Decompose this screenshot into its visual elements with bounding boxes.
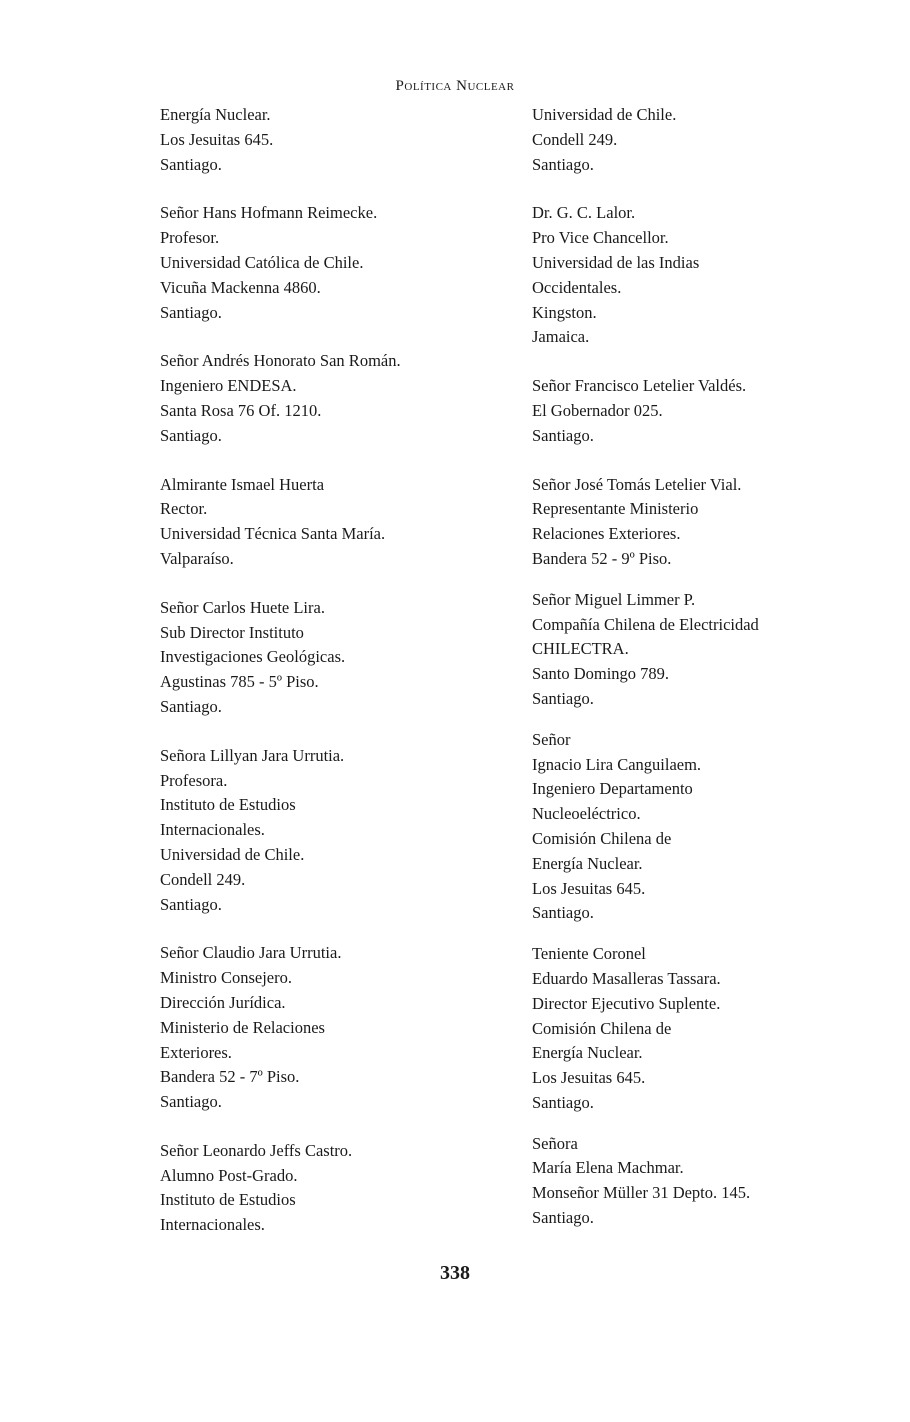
- entry-line: Ministro Consejero.: [160, 968, 292, 988]
- entry-line: Eduardo Masalleras Tassara.: [532, 968, 721, 988]
- entry-line: Alumno Post-Grado.: [160, 1165, 298, 1185]
- entry-line: Rector.: [160, 499, 208, 519]
- entry-line: Señora: [532, 1133, 578, 1153]
- entry-line: Señora Lillyan Jara Urrutia.: [160, 745, 345, 765]
- entry-line: Valparaíso.: [160, 548, 234, 568]
- entry-line: Los Jesuitas 645.: [160, 129, 274, 149]
- entry-line: Ministerio de Relaciones: [160, 1017, 325, 1037]
- entry-line: Señor Hans Hofmann Reimecke.: [160, 203, 378, 223]
- entry-line: Energía Nuclear.: [160, 105, 271, 124]
- entry-line: Instituto de Estudios: [160, 795, 296, 815]
- entry-line: Señor Leonardo Jeffs Castro.: [160, 1140, 353, 1160]
- entry-line: Internacionales.: [160, 820, 265, 840]
- entry-line: Almirante Ismael Huerta: [160, 474, 325, 494]
- entry-line: Ingeniero Departamento: [532, 779, 693, 799]
- entry-line: Ingeniero ENDESA.: [160, 376, 297, 396]
- entry-line: Ignacio Lira Canguilaem.: [532, 754, 702, 774]
- entry-line: Los Jesuitas 645.: [532, 1068, 646, 1088]
- entry-line: Monseñor Müller 31 Depto. 145.: [532, 1183, 751, 1203]
- entry-line: Jamaica.: [532, 327, 590, 347]
- entry-line: Universidad de las Indias: [532, 252, 700, 272]
- running-title: Política Nuclear: [395, 78, 515, 94]
- directory-entry: [532, 942, 872, 1116]
- entry-line: Director Ejecutivo Suplente.: [532, 993, 721, 1013]
- entry-line: Los Jesuitas 645.: [532, 878, 646, 898]
- entry-line: Señor Francisco Letelier Valdés.: [532, 376, 747, 396]
- entry-line: Agustinas 785 - 5º Piso.: [160, 672, 319, 692]
- directory-entry: [532, 473, 872, 572]
- entry-line: Teniente Coronel: [532, 944, 646, 964]
- left-column: [160, 103, 500, 1238]
- entry-line: Santiago.: [532, 425, 594, 445]
- entry-line: Dirección Jurídica.: [160, 992, 286, 1012]
- entry-line: Energía Nuclear.: [532, 853, 643, 873]
- directory-entry: [532, 103, 872, 177]
- directory-entry: [160, 103, 500, 177]
- entry-line: Pro Vice Chancellor.: [532, 228, 669, 248]
- entry-line: Profesora.: [160, 770, 228, 790]
- entry-line: Santiago.: [160, 1092, 222, 1112]
- entry-line: Señor Claudio Jara Urrutia.: [160, 943, 342, 963]
- directory-entry: [160, 473, 500, 572]
- entry-line: Energía Nuclear.: [532, 1043, 643, 1063]
- right-column: [532, 103, 872, 1231]
- entry-line: Investigaciones Geológicas.: [160, 647, 346, 667]
- entry-line: Universidad Católica de Chile.: [160, 252, 364, 272]
- entry-line: Universidad de Chile.: [532, 105, 677, 124]
- entry-line: Santiago.: [532, 154, 594, 174]
- entry-line: Santiago.: [160, 894, 222, 914]
- entry-line: Condell 249.: [532, 129, 618, 149]
- directory-entry: [532, 374, 872, 448]
- entry-line: Compañía Chilena de Electricidad: [532, 614, 759, 634]
- entry-line: Internacionales.: [160, 1215, 265, 1235]
- entry-line: Señor Carlos Huete Lira.: [160, 597, 325, 617]
- entry-line: El Gobernador 025.: [532, 400, 663, 420]
- entry-line: Santiago.: [160, 154, 222, 174]
- entry-line: Universidad Técnica Santa María.: [160, 524, 386, 544]
- entry-line: CHILECTRA.: [532, 639, 629, 659]
- entry-line: Señor Andrés Honorato San Román.: [160, 351, 401, 371]
- entry-line: Instituto de Estudios: [160, 1190, 296, 1210]
- entry-line: Bandera 52 - 9º Piso.: [532, 548, 672, 568]
- directory-entry: [532, 728, 872, 926]
- entry-line: Bandera 52 - 7º Piso.: [160, 1067, 300, 1087]
- directory-entry: [532, 1132, 872, 1231]
- directory-entry: [160, 349, 500, 448]
- entry-line: Comisión Chilena de: [532, 1018, 672, 1038]
- entry-line: Santa Rosa 76 Of. 1210.: [160, 400, 322, 420]
- entry-line: Santiago.: [160, 696, 222, 716]
- entry-line: Santo Domingo 789.: [532, 664, 670, 684]
- directory-entry: [160, 1139, 500, 1238]
- entry-line: Santiago.: [532, 1092, 594, 1112]
- entry-line: Exteriores.: [160, 1042, 232, 1062]
- entry-line: Nucleoeléctrico.: [532, 804, 641, 824]
- entry-line: Santiago.: [532, 903, 594, 923]
- entry-line: Universidad de Chile.: [160, 844, 305, 864]
- directory-entry: [160, 941, 500, 1115]
- directory-entry: [160, 596, 500, 720]
- entry-line: Comisión Chilena de: [532, 828, 672, 848]
- entry-line: Kingston.: [532, 302, 597, 322]
- entry-line: Santiago.: [160, 302, 222, 322]
- entry-line: Santiago.: [532, 1208, 594, 1228]
- entry-line: Sub Director Instituto: [160, 622, 304, 642]
- entry-line: Santiago.: [532, 688, 594, 708]
- entry-line: María Elena Machmar.: [532, 1158, 684, 1178]
- entry-line: Señor Miguel Limmer P.: [532, 589, 696, 609]
- entry-line: Condell 249.: [160, 869, 246, 889]
- entry-line: Vicuña Mackenna 4860.: [160, 277, 321, 297]
- entry-line: Relaciones Exteriores.: [532, 524, 681, 544]
- entry-line: Representante Ministerio: [532, 499, 699, 519]
- directory-entry: [160, 201, 500, 325]
- entry-line: Señor José Tomás Letelier Vial.: [532, 474, 742, 494]
- entry-line: Dr. G. C. Lalor.: [532, 203, 636, 223]
- entry-line: Señor: [532, 729, 571, 749]
- entry-line: Profesor.: [160, 228, 220, 248]
- page-number: 338: [440, 1262, 470, 1284]
- directory-entry: [532, 201, 872, 350]
- entry-line: Santiago.: [160, 425, 222, 445]
- directory-entry: [160, 744, 500, 918]
- entry-line: Occidentales.: [532, 277, 622, 297]
- directory-entry: [532, 588, 872, 712]
